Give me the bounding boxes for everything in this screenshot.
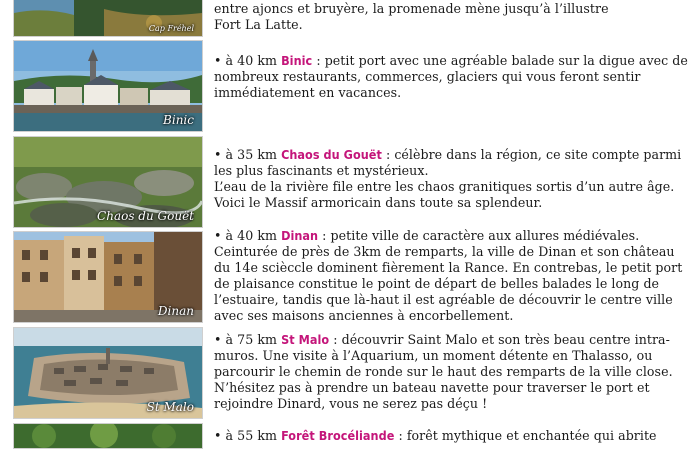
place-name: Forêt Brocéliande xyxy=(281,428,395,443)
entry-dinan xyxy=(214,228,694,324)
entry-bullet: • à 75 km xyxy=(214,332,277,347)
entry-sep: : xyxy=(381,147,391,162)
entry-body: célèbre dans la région, ce site compte parmi les plus fascinants et mystérieux. xyxy=(214,147,682,178)
entry-bullet: • à 40 km xyxy=(214,228,277,243)
entry-body: petit port avec une agréable balade sur la digue avec de nombreux restaurants, commerces, glaciers qui vous feront sentir immédiatement en vacances. xyxy=(214,53,688,100)
photo-caption: Chaos du Gouët xyxy=(97,209,194,223)
place-name: Chaos du Gouët xyxy=(281,147,382,162)
intro-text xyxy=(214,1,694,33)
photo-cap-frehel xyxy=(13,0,203,37)
entry-body-2: L’eau de la rivière file entre les chaos granitiques sortis d’un autre âge. Voici le Massif armoricain dans toute sa splendeur. xyxy=(214,179,675,210)
broceliande-image xyxy=(14,424,202,448)
entry-body: petite ville de caractère aux allures médiévales. Ceinturée de près de 3km de remparts, la ville de Dinan et son château du 14e scièccle dominent fièrement la Rance. En contrebas, le petit port de plaisance constitue le point de départ de belles balades le long de l’estuaire, tandis que là-haut il est agréable de découvrir le centre ville avec ses maisons anciennes à encorbellement. xyxy=(214,228,683,323)
entry-st-malo xyxy=(214,332,694,412)
entry-bullet: • à 55 km xyxy=(214,428,277,443)
entry-bullet: • à 40 km xyxy=(214,53,277,68)
place-name: Dinan xyxy=(281,228,319,243)
entry-sep: : xyxy=(312,53,321,68)
entry-binic xyxy=(214,53,694,101)
intro-line: Fort La Latte. xyxy=(214,17,303,32)
photo-caption: St Malo xyxy=(146,400,194,414)
entry-body: forêt mythique et enchantée qui abrite xyxy=(406,428,657,443)
photo-dinan xyxy=(13,231,203,323)
intro-line: entre ajoncs et bruyère, la promenade mène jusqu’à l’illustre xyxy=(214,1,609,16)
entry-broceliande xyxy=(214,428,694,444)
photo-broceliande xyxy=(13,423,203,449)
entry-sep: : xyxy=(318,228,327,243)
photo-caption: Cap Fréhel xyxy=(148,24,194,33)
entry-bullet: • à 35 km xyxy=(214,147,277,162)
entry-sep: : xyxy=(394,428,403,443)
photo-caption: Binic xyxy=(163,113,194,127)
place-name: St Malo xyxy=(281,332,330,347)
entry-body: découvrir Saint Malo et son très beau centre intra-muros. Une visite à l’Aquarium, un moment détente en Thalasso, ou parcourir le chemin de ronde sur le haut des remparts de la ville close. N’hésitez pas à prendre un bateau navette pour traverser le port et rejoindre Dinard, vous ne serez pas déçu ! xyxy=(214,332,673,411)
photo-chaos-du-gouet xyxy=(13,136,203,228)
photo-st-malo xyxy=(13,327,203,419)
photo-caption: Dinan xyxy=(157,304,194,318)
entry-chaos-du-gouet xyxy=(214,147,694,211)
place-name: Binic xyxy=(281,53,313,68)
photo-binic xyxy=(13,40,203,132)
entry-sep: : xyxy=(329,332,338,347)
